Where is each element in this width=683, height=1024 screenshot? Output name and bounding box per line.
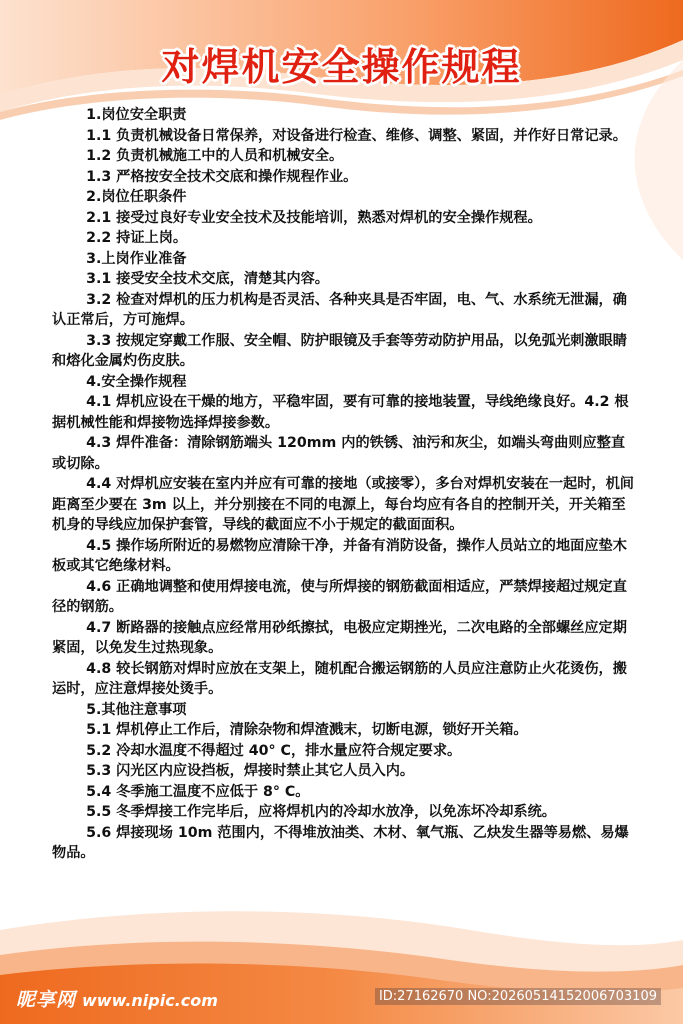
paragraph: 5.其他注意事项 (86, 701, 187, 718)
paragraph: 1.岗位安全职责 (86, 107, 187, 123)
paragraph: 3.1 接受安全技术交底，清楚其内容。 (86, 271, 329, 287)
paragraph: 4.5 操作场所附近的易燃物应清除干净，并备有消防设备，操作人员站立的地面应垫木板或其它绝缘材料。 (52, 537, 627, 574)
paragraph: 5.3 闪光区内应设挡板，焊接时禁止其它人员入内。 (86, 763, 415, 779)
paragraph: 2.岗位任职条件 (86, 189, 187, 205)
paragraph: 5.1 焊机停止工作后，清除杂物和焊渣溅末，切断电源，锁好开关箱。 (86, 722, 528, 738)
paragraph: 5.6 焊接现场 10m 范围内，不得堆放油类、木材、氧气瓶、乙炔发生器等易燃、易爆物品。 (52, 824, 629, 861)
paragraph: 3.上岗作业准备 (86, 250, 187, 267)
page-title: 对焊机安全操作规程 (161, 45, 522, 89)
paragraph: 4.3 焊件准备：清除钢筋端头 120mm 内的铁锈、油污和灰尘，如端头弯曲则应整直或切除。 (52, 435, 626, 472)
watermark-logo (16, 985, 218, 1012)
paragraph: 4.安全操作规程 (86, 373, 187, 390)
watermark-url: www.nipic.com (82, 991, 218, 1010)
paragraph: 5.2 冷却水温度不得超过 40° C，排水量应符合规定要求。 (86, 742, 462, 759)
paragraph: 1.2 负责机械施工中的人员和机械安全。 (86, 148, 344, 164)
paragraph: 2.2 持证上岗。 (86, 230, 188, 246)
paragraph: 5.4 冬季施工温度不应低于 8° C。 (86, 783, 310, 800)
paragraph: 4.8 较长钢筋对焊时应放在支架上，随机配合搬运钢筋的人员应注意防止火花烫伤，搬运时，应注意焊接处烫手。 (52, 660, 627, 697)
paragraph: 1.3 严格按安全技术交底和操作规程作业。 (86, 168, 358, 185)
paragraph: 4.7 断路器的接触点应经常用砂纸擦拭，电极应定期挫光，二次电路的全部螺丝应定期紧固，以免发生过热现象。 (52, 619, 627, 656)
watermark-logo-text: 昵享网 (16, 989, 77, 1011)
paragraph: 5.5 冬季焊接工作完毕后，应将焊机内的冷却水放净，以免冻坏冷却系统。 (86, 804, 556, 820)
paragraph: 4.4 对焊机应安装在室内并应有可靠的接地（或接零），多台对焊机安装在一起时，机间距离至少要在 3m 以上，并分别接在不同的电源上，每台均应有各自的控制开关，开关箱至机身的导线应加保护套管，导线的截面应不小于规定的截面面积。 (52, 476, 634, 533)
paragraph: 4.1 焊机应设在干燥的地方，平稳牢固，要有可靠的接地装置，导线绝缘良好。4.2 根据机械性能和焊接物选择焊接参数。 (52, 394, 629, 431)
paragraph: 3.3 按规定穿戴工作服、安全帽、防护眼镜及手套等劳动防护用品，以免弧光刺激眼睛和熔化金属灼伤皮肤。 (52, 332, 627, 369)
paragraph: 3.2 检查对焊机的压力机构是否灵活、各种夹具是否牢固，电、气、水系统无泄漏，确认正常后，方可施焊。 (52, 291, 627, 328)
paragraph: 4.6 正确地调整和使用焊接电流，使与所焊接的钢筋截面相适应，严禁焊接超过规定直径的钢筋。 (52, 578, 627, 615)
paragraph: 2.1 接受过良好专业安全技术及技能培训，熟悉对焊机的安全操作规程。 (86, 209, 542, 226)
paragraph: 1.1 负责机械设备日常保养，对设备进行检查、维修、调整、紧固，并作好日常记录。 (86, 127, 627, 144)
regulation-text (52, 105, 637, 864)
watermark-id: ID:27162670 NO:20260514152006703109 (375, 988, 661, 1005)
